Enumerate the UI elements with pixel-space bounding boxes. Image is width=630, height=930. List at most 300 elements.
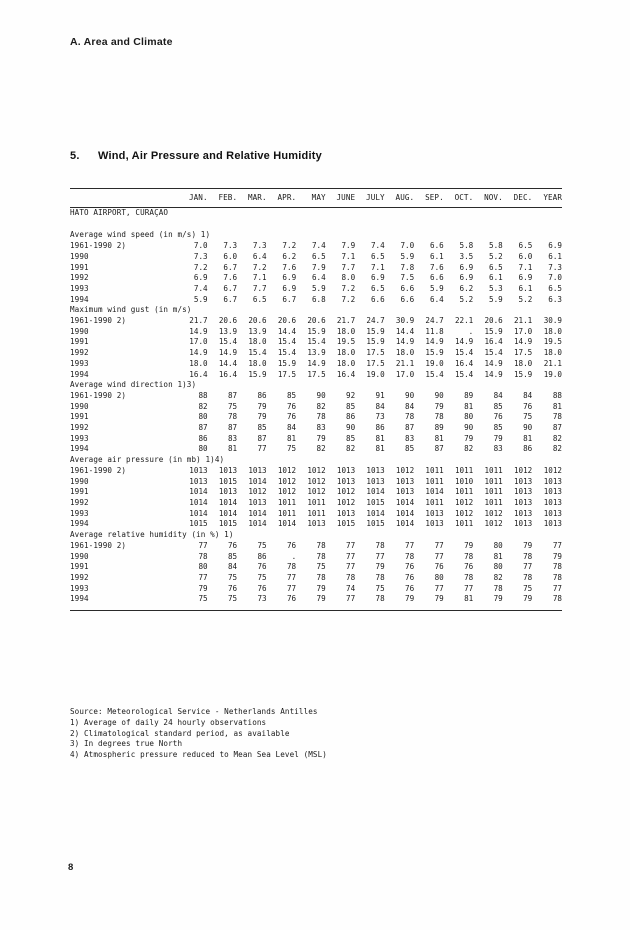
data-cell-dec: 76	[523, 401, 533, 411]
data-cell-sep: 76	[434, 562, 444, 572]
data-cell-may: 15.4	[307, 337, 326, 347]
data-cell-feb: 1014	[218, 508, 238, 518]
data-cell-may: 90	[316, 390, 326, 400]
data-cell-july: 1015	[366, 519, 385, 529]
data-cell-sep: 1013	[425, 519, 444, 529]
data-cell-year: 1013	[543, 508, 562, 518]
data-cell-mar: 20.6	[248, 316, 267, 326]
data-cell-sep: 1011	[425, 497, 444, 507]
data-cell-july: 77	[375, 551, 385, 561]
data-cell-aug: 21.1	[395, 358, 415, 368]
data-cell-oct: 78	[464, 572, 474, 582]
data-cell-june: 77	[346, 594, 356, 604]
block-heading	[70, 380, 562, 391]
data-cell-apr: 75	[286, 444, 297, 454]
row-label: 1961-1990 2)	[70, 316, 127, 326]
data-cell-dec: 75	[523, 583, 533, 593]
data-cell-jan: 1013	[189, 465, 208, 475]
section-title-text: Wind, Air Pressure and Relative Humidity	[98, 150, 322, 162]
data-cell-apr: 1012	[277, 476, 297, 486]
data-cell-sep: 19.0	[425, 358, 444, 368]
data-cell-may: 14.9	[307, 358, 326, 368]
table-body-grid	[70, 208, 562, 605]
data-cell-feb: 84	[227, 562, 238, 572]
data-cell-july: 1013	[366, 465, 385, 475]
data-cell-june: 8.0	[341, 273, 356, 283]
table-body	[70, 208, 562, 605]
data-cell-june: 7.7	[341, 262, 356, 272]
data-cell-nov: 84	[493, 390, 503, 400]
data-cell-mar: 85	[257, 423, 267, 433]
data-cell-feb: 78	[227, 412, 238, 422]
footnote-4: 4) Atmospheric pressure reduced to Mean Sea Level (MSL)	[70, 750, 327, 760]
table-row	[70, 337, 562, 348]
column-header-may: MAY	[311, 193, 326, 202]
table-grid	[70, 193, 562, 204]
data-cell-oct: 15.4	[454, 348, 474, 358]
data-cell-year: 1013	[543, 519, 562, 529]
data-cell-feb: 1013	[218, 465, 238, 475]
data-cell-mar: 79	[257, 412, 267, 422]
data-cell-jan: 1013	[189, 476, 208, 486]
data-cell-aug: 79	[405, 594, 415, 604]
data-cell-year: 19.5	[543, 337, 562, 347]
data-cell-june: 18.0	[336, 326, 356, 336]
data-cell-mar: 73	[257, 594, 267, 604]
data-cell-oct: 15.4	[454, 369, 474, 379]
column-header-sep: SEP.	[425, 193, 444, 202]
data-cell-year: 1013	[543, 476, 562, 486]
data-cell-jan: 17.0	[189, 337, 208, 347]
data-cell-july: 6.5	[370, 251, 385, 261]
row-label: 1994	[70, 519, 89, 529]
data-cell-aug: 7.5	[400, 273, 415, 283]
data-cell-sep: 1011	[425, 476, 444, 486]
data-cell-june: 7.9	[341, 241, 356, 251]
footnotes	[70, 707, 327, 761]
data-cell-apr: 6.2	[282, 251, 297, 261]
table-row	[70, 573, 562, 584]
data-cell-aug: 17.0	[395, 369, 415, 379]
data-cell-sep: 89	[434, 423, 444, 433]
table-row	[70, 370, 562, 381]
table-row	[70, 552, 562, 563]
data-cell-aug: 7.0	[400, 241, 415, 251]
data-cell-july: 7.4	[370, 241, 385, 251]
data-cell-apr: 15.4	[277, 337, 297, 347]
data-cell-feb: 1015	[218, 519, 238, 529]
data-cell-sep: 77	[434, 583, 444, 593]
data-cell-jan: 1014	[189, 497, 208, 507]
data-cell-sep: 24.7	[425, 316, 444, 326]
data-cell-aug: 30.9	[395, 316, 415, 326]
data-cell-jan: 80	[198, 562, 208, 572]
data-cell-oct: 16.4	[454, 358, 474, 368]
table-row	[70, 402, 562, 413]
data-cell-dec: 78	[523, 551, 533, 561]
table-header	[70, 193, 562, 204]
row-label: 1991	[70, 487, 89, 497]
data-cell-jan: 79	[198, 583, 208, 593]
data-cell-year: 6.1	[548, 251, 562, 261]
data-cell-sep: 11.8	[425, 326, 444, 336]
data-cell-june: 82	[346, 444, 356, 454]
data-cell-dec: 1012	[513, 465, 533, 475]
column-header-dec: DEC.	[513, 193, 533, 202]
data-cell-nov: 85	[493, 423, 503, 433]
data-cell-july: 17.5	[366, 348, 385, 358]
data-cell-oct: 81	[464, 594, 474, 604]
data-cell-feb: 1014	[218, 497, 238, 507]
data-cell-nov: 80	[493, 562, 503, 572]
data-cell-nov: 6.1	[489, 273, 503, 283]
data-cell-sep: 14.9	[425, 337, 444, 347]
data-cell-mar: 1014	[248, 519, 267, 529]
data-cell-sep: 77	[434, 551, 444, 561]
data-cell-june: 19.5	[336, 337, 356, 347]
data-cell-may: 20.6	[307, 316, 326, 326]
data-cell-mar: 77	[257, 444, 267, 454]
data-cell-aug: 85	[405, 444, 415, 454]
data-cell-july: 1014	[366, 508, 385, 518]
table-row	[70, 594, 562, 605]
data-cell-year: 82	[552, 433, 562, 443]
data-cell-nov: 1011	[484, 465, 503, 475]
data-cell-dec: 17.5	[513, 348, 533, 358]
data-cell-apr: 6.7	[282, 294, 297, 304]
data-cell-may: 82	[316, 401, 326, 411]
data-cell-apr: 81	[286, 433, 297, 443]
data-cell-july: 78	[375, 540, 385, 550]
data-cell-apr: 77	[286, 583, 297, 593]
statistics-table	[70, 188, 562, 611]
data-cell-mar: 75	[257, 572, 267, 582]
data-cell-mar: 75	[257, 540, 267, 550]
table-row	[70, 348, 562, 359]
data-cell-may: 78	[316, 572, 326, 582]
data-cell-mar: 7.2	[252, 262, 267, 272]
data-cell-feb: 85	[227, 551, 238, 561]
data-cell-aug: 5.9	[400, 251, 415, 261]
data-cell-year: 79	[552, 551, 562, 561]
data-cell-feb: 76	[227, 540, 238, 550]
data-cell-nov: 14.9	[484, 369, 503, 379]
data-cell-feb: 6.7	[223, 294, 238, 304]
data-cell-jan: 6.9	[193, 273, 208, 283]
section-heading	[70, 150, 322, 162]
data-cell-sep: 1013	[425, 508, 444, 518]
data-cell-july: 1015	[366, 497, 385, 507]
data-cell-dec: 81	[523, 433, 533, 443]
data-cell-feb: 20.6	[218, 316, 238, 326]
data-cell-aug: 1013	[395, 476, 415, 486]
data-cell-nov: 79	[493, 433, 503, 443]
data-cell-aug: 14.9	[395, 337, 415, 347]
data-cell-year: 1012	[543, 465, 562, 475]
data-cell-year: 78	[552, 594, 562, 604]
data-cell-jan: 21.7	[189, 316, 208, 326]
data-cell-july: 6.5	[370, 283, 385, 293]
data-cell-dec: 75	[523, 412, 533, 422]
data-cell-mar: 76	[257, 583, 267, 593]
data-cell-sep: 80	[434, 572, 444, 582]
row-label: 1991	[70, 262, 89, 272]
data-cell-dec: 79	[523, 594, 533, 604]
data-cell-dec: 1013	[513, 476, 533, 486]
data-cell-july: 7.1	[370, 262, 385, 272]
data-cell-oct: 77	[464, 583, 474, 593]
data-cell-july: 19.0	[366, 369, 385, 379]
data-cell-may: 79	[316, 433, 326, 443]
block-heading-label: Average relative humidity (in %) 1)	[70, 530, 234, 540]
data-cell-june: 7.1	[341, 251, 356, 261]
data-cell-july: 15.9	[366, 337, 385, 347]
row-label: 1992	[70, 273, 89, 283]
row-label: 1992	[70, 497, 89, 507]
data-cell-july: 6.6	[370, 294, 385, 304]
data-cell-year: 88	[552, 390, 562, 400]
column-header-apr: APR.	[277, 193, 297, 202]
data-cell-feb: 6.7	[223, 262, 238, 272]
row-label: 1991	[70, 562, 89, 572]
data-cell-jan: 80	[198, 444, 208, 454]
data-cell-sep: 1014	[425, 487, 444, 497]
data-cell-nov: 5.3	[489, 283, 503, 293]
data-cell-june: 90	[346, 423, 356, 433]
data-cell-june: 16.4	[336, 369, 356, 379]
data-cell-oct: 79	[464, 540, 474, 550]
data-cell-feb: 81	[227, 444, 238, 454]
column-header-corner	[70, 193, 178, 204]
data-cell-sep: 6.6	[430, 241, 444, 251]
data-cell-june: 85	[346, 433, 356, 443]
data-cell-jan: 18.0	[189, 358, 208, 368]
data-cell-aug: 1014	[395, 497, 415, 507]
table-row	[70, 295, 562, 306]
data-cell-mar: 7.1	[252, 273, 267, 283]
data-cell-apr: 76	[286, 594, 297, 604]
data-cell-jan: 16.4	[189, 369, 208, 379]
data-cell-nov: 85	[493, 401, 503, 411]
data-cell-aug: 18.0	[395, 348, 415, 358]
data-cell-nov: 1011	[484, 487, 503, 497]
column-header-nov: NOV.	[484, 193, 503, 202]
data-cell-jan: 88	[198, 390, 208, 400]
data-cell-july: 78	[375, 594, 385, 604]
data-cell-feb: 14.9	[218, 348, 238, 358]
footnote-2: 2) Climatological standard period, as available	[70, 728, 290, 738]
data-cell-june: 1013	[336, 465, 356, 475]
data-cell-mar: 13.9	[248, 326, 267, 336]
column-header-row	[70, 193, 562, 204]
data-cell-june: 1015	[336, 519, 356, 529]
data-cell-sep: 77	[434, 540, 444, 550]
data-cell-nov: 1011	[484, 497, 503, 507]
row-label: 1992	[70, 572, 89, 582]
data-cell-may: 1012	[307, 465, 326, 475]
data-cell-oct: 79	[464, 433, 474, 443]
data-cell-dec: 1013	[513, 497, 533, 507]
data-cell-apr: 1011	[277, 497, 297, 507]
row-label: 1990	[70, 251, 89, 261]
data-cell-jan: 14.9	[189, 326, 208, 336]
table-row	[70, 519, 562, 530]
data-cell-jan: 1015	[189, 519, 208, 529]
data-cell-mar: 1013	[248, 497, 267, 507]
table-row	[70, 584, 562, 595]
data-cell-oct: 80	[464, 412, 474, 422]
row-label: 1991	[70, 412, 89, 422]
data-cell-oct: 6.9	[459, 273, 474, 283]
data-cell-feb: 1013	[218, 487, 238, 497]
data-cell-feb: 83	[227, 433, 238, 443]
data-cell-nov: 5.9	[489, 294, 503, 304]
table-row	[70, 541, 562, 552]
data-cell-sep: 7.6	[430, 262, 444, 272]
data-cell-june: 1012	[336, 487, 356, 497]
data-cell-year: 18.0	[543, 348, 562, 358]
data-cell-may: 79	[316, 594, 326, 604]
data-cell-june: 85	[346, 401, 356, 411]
data-cell-july: 17.5	[366, 358, 385, 368]
station-heading	[70, 208, 562, 219]
data-cell-jan: 7.0	[193, 241, 208, 251]
data-cell-apr: 20.6	[277, 316, 297, 326]
data-cell-aug: 77	[405, 540, 415, 550]
table-top-rule	[70, 188, 562, 189]
data-cell-may: 7.4	[311, 241, 326, 251]
data-cell-apr: 1014	[277, 519, 297, 529]
data-cell-apr: .	[291, 551, 297, 561]
data-cell-june: 21.7	[336, 316, 356, 326]
row-label: 1993	[70, 358, 89, 368]
station-heading-label: HATO AIRPORT, CURAÇAO	[70, 207, 169, 217]
data-cell-nov: 1012	[484, 519, 503, 529]
data-cell-feb: 75	[227, 572, 238, 582]
data-cell-mar: 6.5	[252, 294, 267, 304]
data-cell-oct: 1012	[454, 497, 474, 507]
data-cell-june: 74	[346, 583, 356, 593]
data-cell-mar: 1013	[248, 465, 267, 475]
table-row	[70, 477, 562, 488]
row-label: 1994	[70, 369, 89, 379]
data-cell-dec: 6.0	[518, 251, 533, 261]
data-cell-mar: 6.4	[252, 251, 267, 261]
data-cell-dec: 77	[523, 562, 533, 572]
data-cell-jan: 86	[198, 433, 208, 443]
data-cell-mar: 7.7	[252, 283, 267, 293]
data-cell-year: 7.3	[548, 262, 562, 272]
data-cell-aug: 84	[405, 401, 415, 411]
block-heading-label: Maximum wind gust (in m/s)	[70, 305, 192, 315]
column-header-mar: MAR.	[247, 193, 267, 202]
data-cell-july: 81	[375, 444, 385, 454]
data-cell-june: 7.2	[341, 283, 356, 293]
data-cell-oct: 14.9	[454, 337, 474, 347]
data-cell-year: 18.0	[543, 326, 562, 336]
row-label: 1992	[70, 348, 89, 358]
data-cell-july: 1013	[366, 476, 385, 486]
data-cell-june: 1012	[336, 497, 356, 507]
data-cell-feb: 75	[227, 594, 238, 604]
data-cell-year: 7.0	[548, 273, 562, 283]
data-cell-june: 1013	[336, 508, 356, 518]
data-cell-nov: 5.8	[489, 241, 503, 251]
data-cell-aug: 14.4	[395, 326, 415, 336]
data-cell-mar: 76	[257, 562, 267, 572]
data-cell-year: 30.9	[543, 316, 562, 326]
data-cell-july: 86	[375, 423, 385, 433]
data-cell-july: 79	[375, 562, 385, 572]
data-cell-apr: 1012	[277, 465, 297, 475]
table-row	[70, 466, 562, 477]
data-cell-may: 1011	[307, 508, 326, 518]
data-cell-june: 86	[346, 412, 356, 422]
data-cell-dec: 6.9	[518, 273, 533, 283]
data-cell-jan: 7.3	[193, 251, 208, 261]
data-cell-dec: 17.0	[513, 326, 533, 336]
data-cell-apr: 78	[286, 562, 297, 572]
row-label: 1994	[70, 444, 89, 454]
data-cell-apr: 14.4	[277, 326, 297, 336]
data-cell-nov: 5.2	[489, 251, 503, 261]
data-cell-feb: 87	[227, 390, 238, 400]
column-header-feb: FEB.	[218, 193, 238, 202]
data-cell-may: 1012	[307, 476, 326, 486]
data-cell-mar: 7.3	[252, 241, 267, 251]
data-cell-mar: 79	[257, 401, 267, 411]
table-row	[70, 284, 562, 295]
data-cell-aug: 7.8	[400, 262, 415, 272]
block-heading	[70, 305, 562, 316]
data-cell-may: 1011	[307, 497, 326, 507]
column-header-july: JULY	[366, 193, 385, 202]
column-header-jan: JAN.	[188, 193, 208, 202]
data-cell-jan: 7.4	[193, 283, 208, 293]
data-cell-jan: 77	[198, 540, 208, 550]
data-cell-feb: 87	[227, 423, 238, 433]
data-cell-aug: 78	[405, 551, 415, 561]
table-row	[70, 263, 562, 274]
data-cell-year: 1013	[543, 497, 562, 507]
data-cell-year: 6.5	[548, 283, 562, 293]
table-row	[70, 241, 562, 252]
row-label: 1961-1990 2)	[70, 390, 127, 400]
source-note: Source: Meteorological Service - Netherlands Antilles	[70, 707, 318, 716]
data-cell-july: 24.7	[366, 316, 385, 326]
data-cell-dec: 90	[523, 423, 533, 433]
data-cell-july: 78	[375, 572, 385, 582]
data-cell-nov: 76	[493, 412, 503, 422]
data-cell-nov: 83	[493, 444, 503, 454]
data-cell-jan: 7.2	[193, 262, 208, 272]
data-cell-mar: 15.9	[248, 369, 267, 379]
data-cell-oct: 81	[464, 401, 474, 411]
data-cell-may: 1012	[307, 487, 326, 497]
data-cell-july: 84	[375, 401, 385, 411]
table-row	[70, 498, 562, 509]
data-cell-aug: 6.6	[400, 283, 415, 293]
data-cell-dec: 1013	[513, 508, 533, 518]
data-cell-sep: 15.4	[425, 369, 444, 379]
block-heading-label: Average wind speed (in m/s) 1)	[70, 230, 211, 240]
data-cell-may: 6.5	[311, 251, 326, 261]
data-cell-sep: 90	[434, 390, 444, 400]
table-row	[70, 359, 562, 370]
data-cell-sep: 79	[434, 401, 444, 411]
data-cell-oct: .	[468, 326, 474, 336]
page-number: 8	[68, 862, 74, 873]
